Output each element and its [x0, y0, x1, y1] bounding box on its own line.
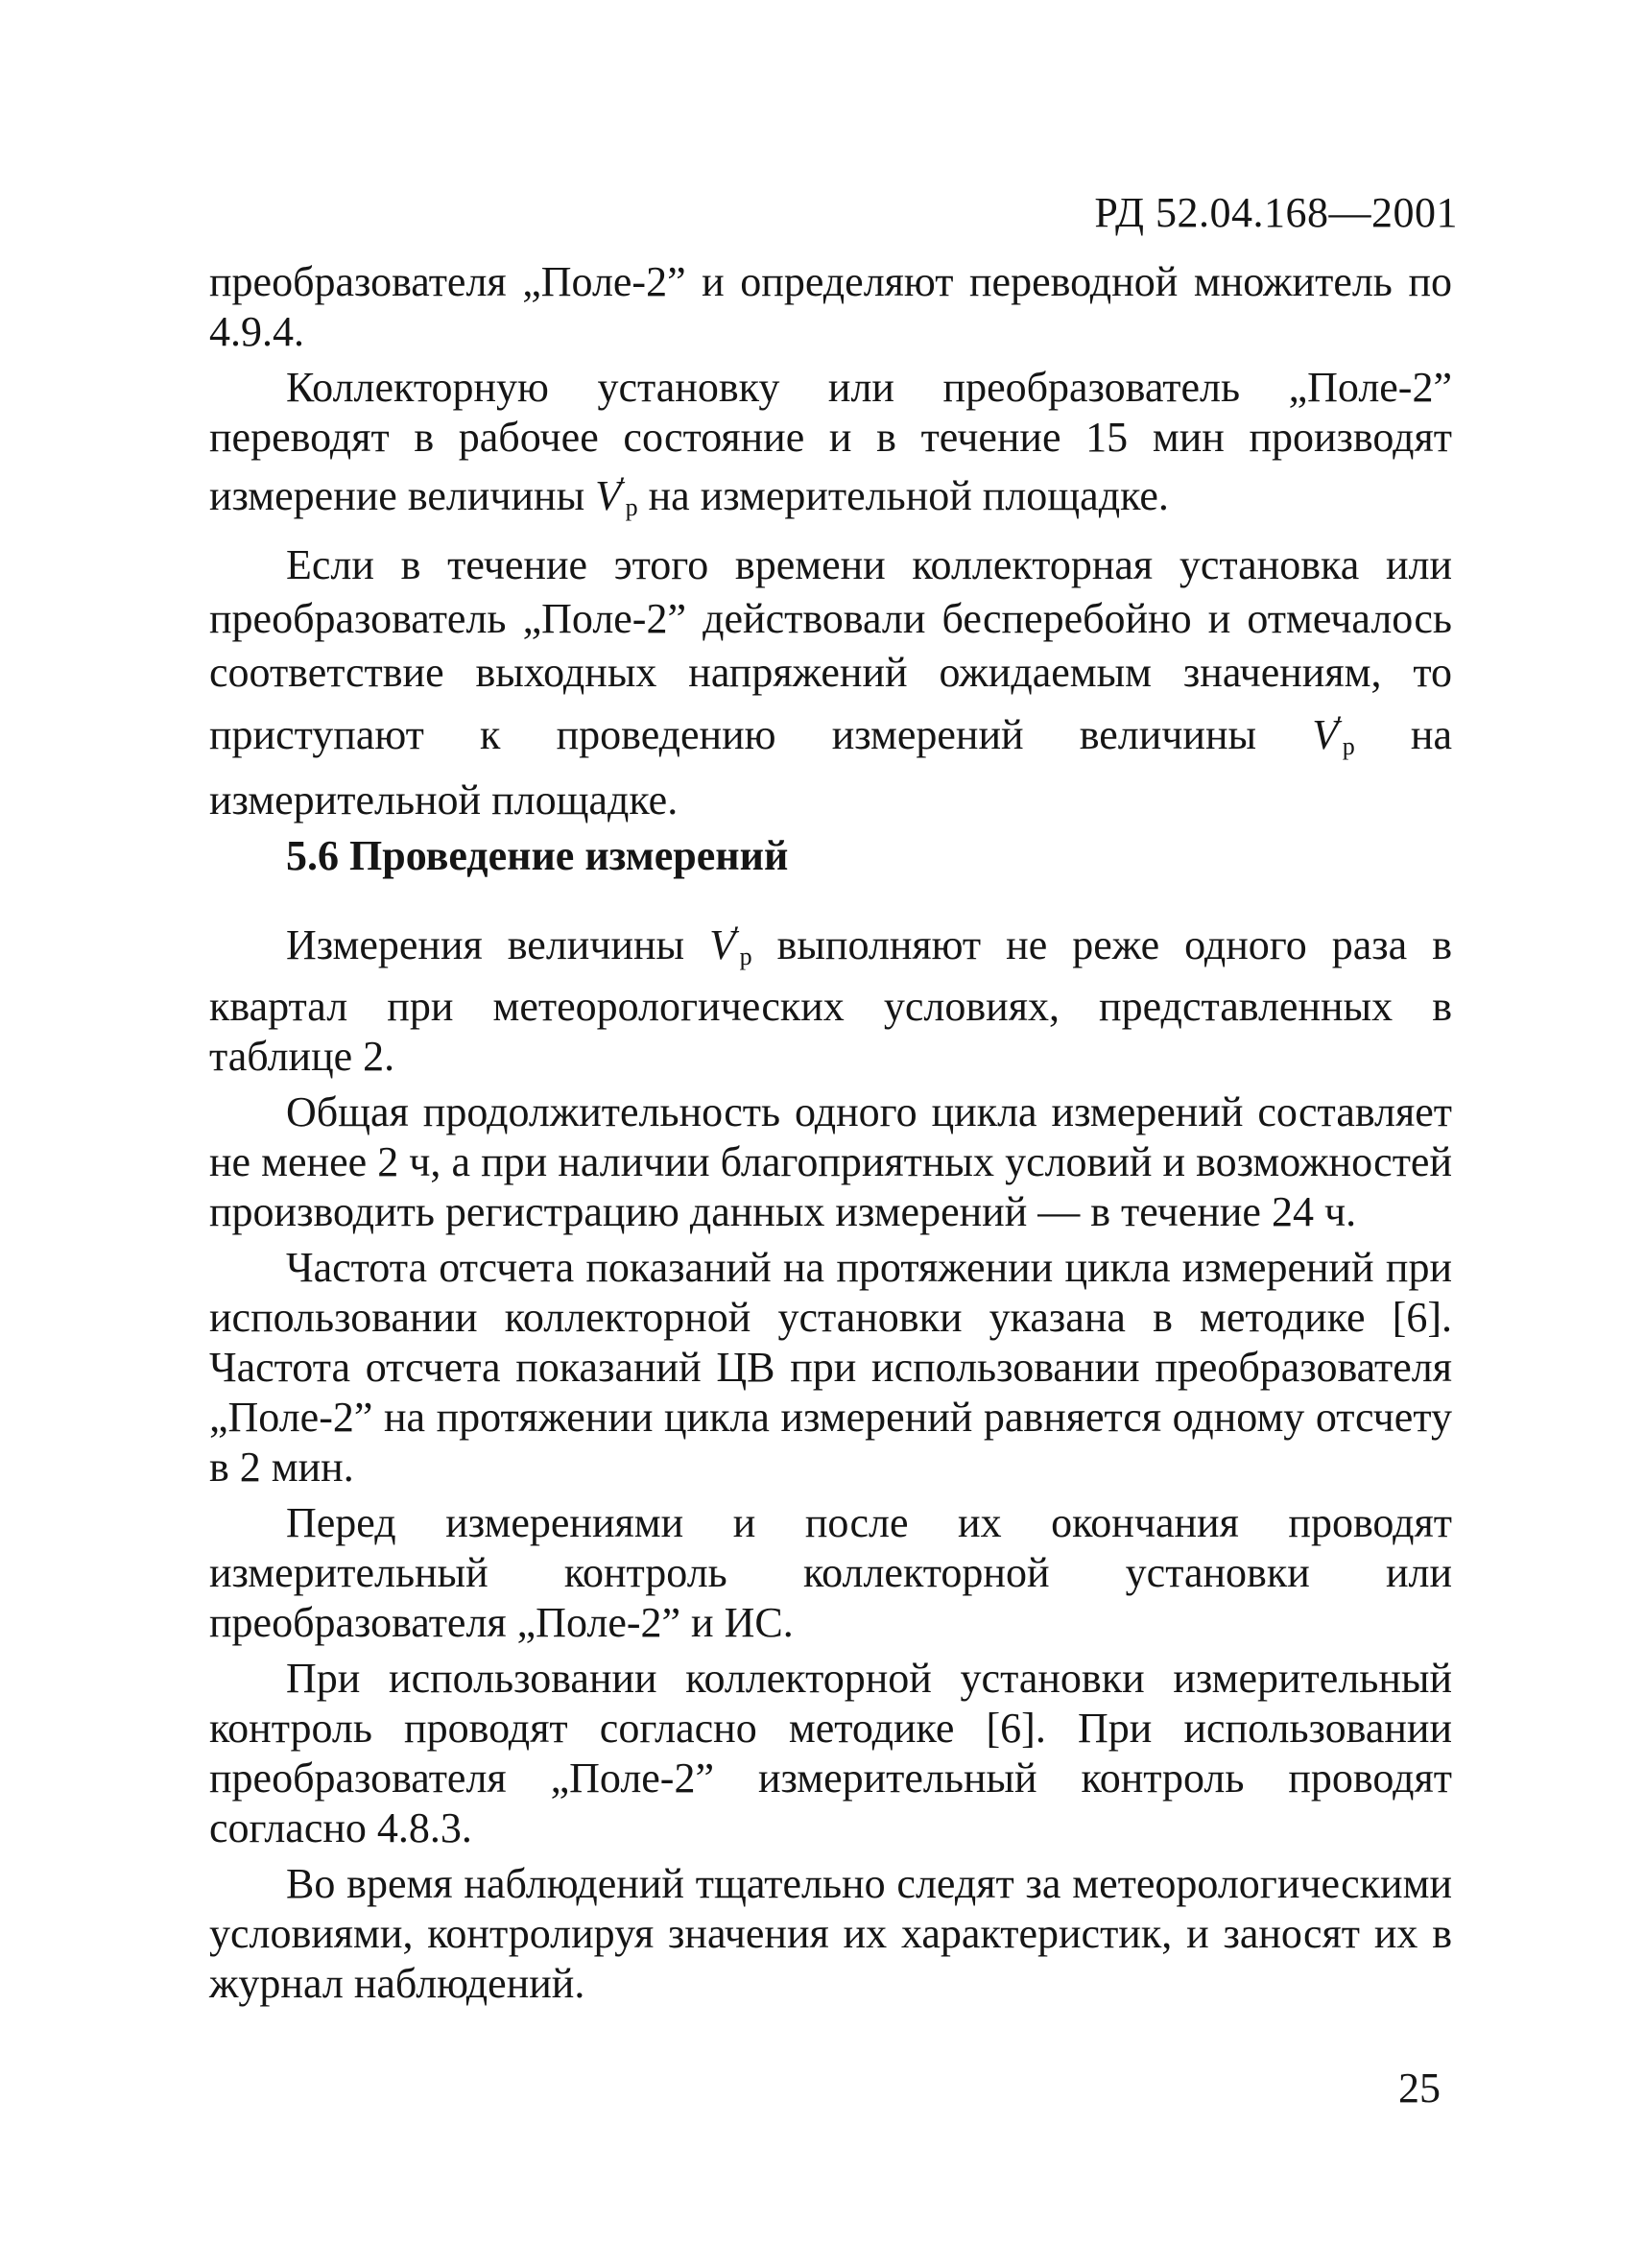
paragraph-text-before: Если в течение этого времени коллекторная установка или преобразователь „Поле-2” действовали бесперебойно и отмечалось соответствие выходных напряжений ожидаемым значениям, то приступают к проведению измерений величины — [209, 541, 1452, 758]
page-number: 25 — [1398, 2065, 1441, 2112]
body-text-section — [209, 912, 1452, 2009]
paragraph-if-uninterrupted — [209, 538, 1452, 827]
body-text-top — [209, 257, 1452, 827]
paragraph-control-method: При использовании коллекторной установки измерительный контроль проводят согласно методике [6]. При использовании преобразователя „Поле-2” измерительный контроль проводят согласно 4.8.3. — [209, 1655, 1452, 1851]
paragraph-measurement-frequency — [209, 912, 1452, 1082]
paragraph-continuation: преобразователя „Поле-2” и определяют переводной множитель по 4.9.4. — [209, 258, 1452, 355]
variable-vp-symbol: $V'_р$ — [709, 920, 752, 970]
section-heading: 5.6 Проведение измерений — [286, 832, 789, 879]
paragraph-text-before: Измерения величины — [286, 921, 710, 968]
paragraph-control-before-after: Перед измерениями и после их окончания проводят измерительный контроль коллекторной установки или преобразователя „Поле-2” и ИС. — [209, 1499, 1452, 1646]
document-code-header: РД 52.04.168—2001 — [1094, 189, 1458, 236]
variable-vp-symbol: $V'_р$ — [595, 471, 638, 521]
paragraph-weather-monitoring: Во время наблюдений тщательно следят за метеорологическими условиями, контролируя значения их характеристик, и заносят их в журнал наблюдений. — [209, 1860, 1452, 2007]
paragraph-text-after: выполняют не реже одного раза в квартал при метеорологических условиях, представленных в таблице 2. — [209, 921, 1452, 1080]
paragraph-text-before: Коллекторную установку или преобразователь „Поле-2” переводят в рабочее состояние и в течение 15 мин производят измерение величины — [209, 364, 1452, 519]
paragraph-text-after: на измерительной площадке. — [637, 472, 1169, 519]
variable-vp-symbol: $V'_р$ — [1312, 710, 1355, 760]
paragraph-cycle-duration: Общая продолжительность одного цикла измерений составляет не менее 2 ч, а при наличии благоприятных условий и возможностей производить регистрацию данных измерений — в течение 24 ч. — [209, 1088, 1452, 1235]
paragraph-text-after: на измерительной площадке. — [209, 711, 1453, 824]
paragraph-collector-setup — [209, 363, 1452, 533]
paragraph-reading-frequency: Частота отсчета показаний на протяжении цикла измерений при использовании коллекторной установки указана в методике [6]. Частота отсчета показаний ЦВ при использовании преобразователя „Поле-2” на протяжении цикла измерений равняется одному отсчету в 2 мин. — [209, 1244, 1452, 1491]
